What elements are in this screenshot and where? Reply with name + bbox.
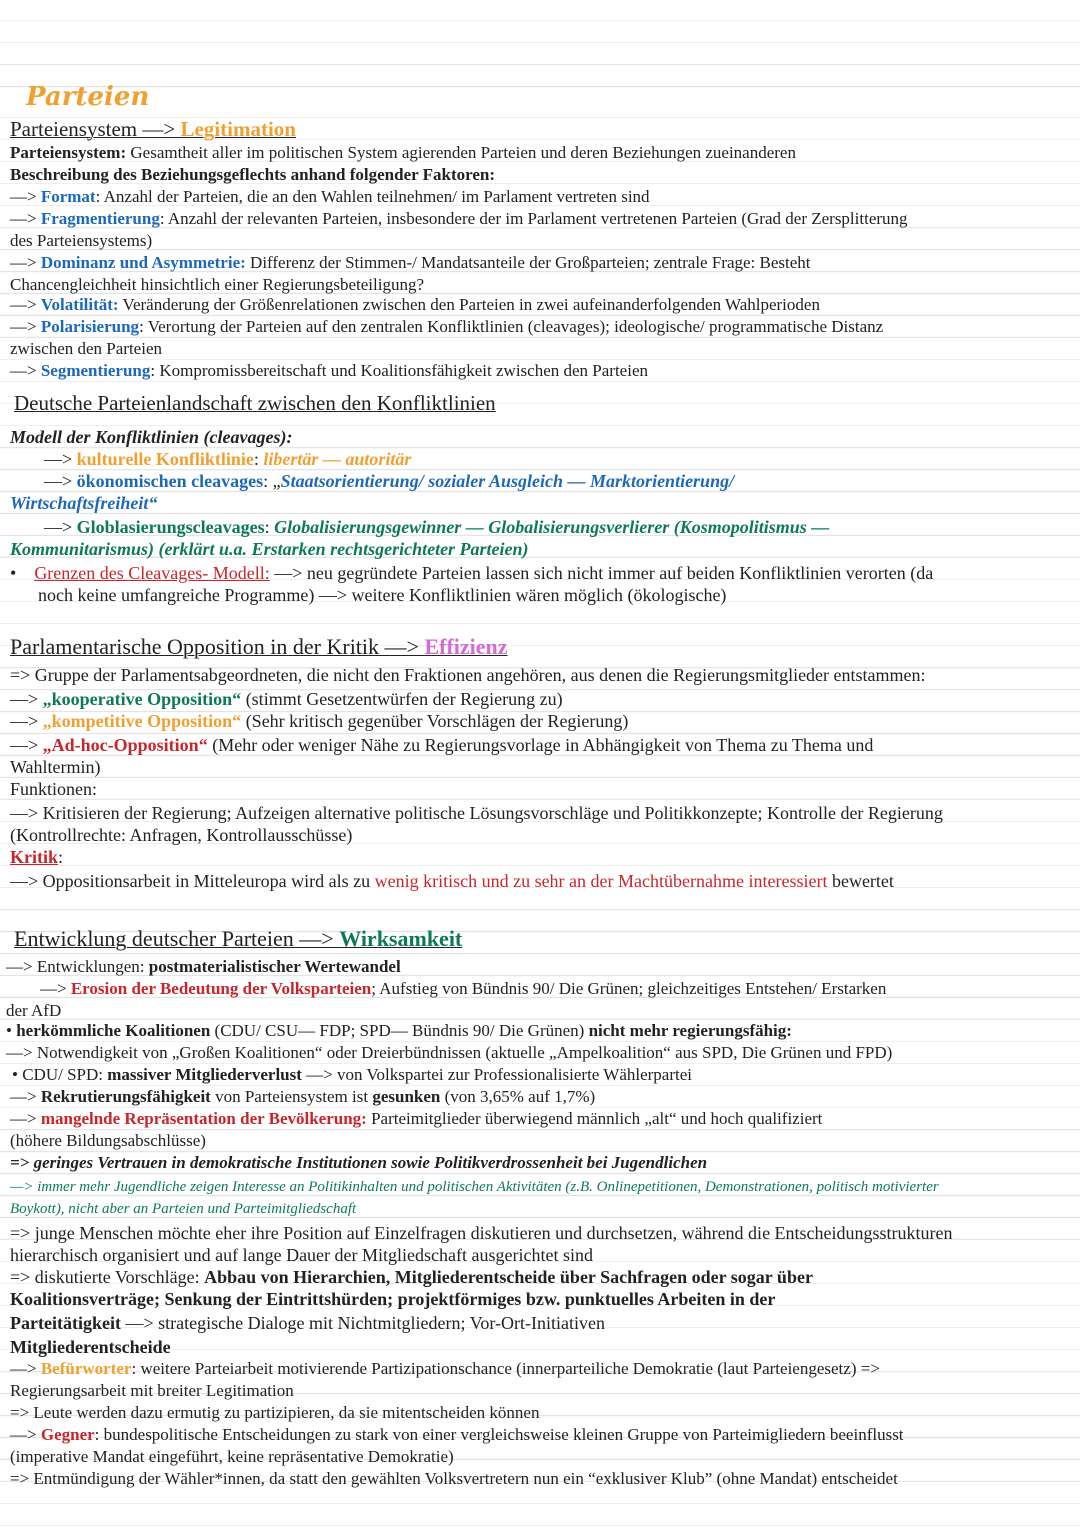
vorschlaege-line [10, 1266, 1060, 1288]
entwicklung-bold: postmaterialistischer Wertewandel [148, 957, 401, 976]
gegner-text: : bundespolitische Entscheidungen zu stark von einer vergleichsweise kleinen Gruppe von Parteimigliedern beeinflusst [94, 1425, 904, 1444]
factor-term: Format [40, 187, 96, 206]
opposition-type: „kompetitive Opposition“ [42, 711, 242, 731]
vorschlaege-bold: Abbau von Hierarchien, Mitgliederentscheide über Sachfragen oder sogar über [204, 1267, 813, 1287]
heading-text: Parlamentarische Opposition in der Kritik —> [10, 634, 425, 659]
mitglieder-bold: massiver Mitgliederverlust [107, 1065, 302, 1084]
opposition-text: (Sehr kritisch gegenüber Vorschlägen der Regierung) [241, 711, 629, 731]
opposition-definition: => Gruppe der Parlamentsabgeordneten, die nicht den Fraktionen angehören, aus denen die Regierungsmitglieder entstammen: [10, 665, 926, 685]
jugend-line: —> immer mehr Jugendliche zeigen Interesse an Politikinhalten und politischen Aktivitäten (z.B. Onlinepetitionen, Demonstrationen, politisch motivierter [10, 1179, 939, 1195]
definition-line [10, 142, 1060, 164]
notwendigkeit-line: —> Notwendigkeit von „Großen Koalitionen“ oder Dreierbündnissen (aktuelle „Ampelkoalition“ aus SPD, Die Grünen und FPD) [6, 1043, 893, 1062]
jugend-continuation: Boykott), nicht aber an Parteien und Parteimitgliedschaft [10, 1201, 357, 1217]
befuerworter-line [10, 1358, 1060, 1380]
rekrutierung-line [10, 1086, 1060, 1108]
factor-text: : Kompromissbereitschaft und Koalitionsfähigkeit zwischen den Parteien [150, 361, 648, 380]
koalitionen-bold: nicht mehr regierungsfähig: [588, 1021, 792, 1040]
factor-continuation: des Parteiensystems) [10, 231, 153, 250]
arrow: —> [10, 253, 41, 272]
cleavage-continuation: Kommunitarismus) (erklärt u.a. Erstarken rechtsgerichteter Parteien) [10, 539, 529, 559]
factor-term: Fragmentierung [40, 209, 160, 228]
funktionen-label: Funktionen: [10, 779, 98, 799]
bullet: • [10, 563, 17, 583]
definition-term: Parteiensystem: [10, 143, 127, 162]
junge-menschen-line: => junge Menschen möchte eher ihre Position auf Einzelfragen diskutieren und durchsetzen, während die Entscheidungsstrukturen [10, 1223, 953, 1243]
arrow: —> [10, 689, 43, 709]
heading-text: Parteiensystem —> [10, 117, 181, 141]
koalitionen-term: herkömmliche Koalitionen [16, 1021, 211, 1040]
arrow: —> [10, 711, 43, 731]
cleavage-term: ökonomischen cleavages [76, 471, 264, 491]
parteitaetigkeit-bold: Parteitätigkeit [10, 1313, 121, 1333]
heading-opposition [10, 636, 1060, 658]
factor-term: Polarisierung [40, 317, 140, 336]
arrow: —> [10, 1359, 41, 1378]
separator: : „ [263, 471, 281, 491]
arrow: —> [10, 317, 41, 336]
cleavage-globalisierung [44, 516, 1060, 538]
heading-parteienlandschaft: Deutsche Parteienlandschaft zwischen den Konfliktlinien [14, 391, 496, 415]
heading-keyword: Wirksamkeit [339, 926, 463, 951]
gegner-line [10, 1424, 1060, 1446]
arrow: —> [10, 1109, 41, 1128]
opposition-text: (Mehr oder weniger Nähe zu Regierungsvorlage in Abhängigkeit von Thema zu Thema und [207, 735, 874, 755]
erosion-text: ; Aufstieg von Bündnis 90/ Die Grünen; gleichzeitiges Entstehen/ Erstarken [371, 979, 887, 998]
cleavage-term: kulturelle Konfliktlinie [76, 449, 254, 469]
vorschlaege-continuation: Koalitionsverträge; Senkung der Eintrittshürden; projektförmiges bzw. punktuelles Arbeiten in der [10, 1289, 776, 1309]
repraesentation-continuation: (höhere Bildungsabschlüsse) [10, 1131, 206, 1150]
kritik-label [10, 846, 1060, 868]
grenzen-line [10, 562, 1060, 584]
arrow: —> [44, 517, 77, 537]
befuerworter-text: : weitere Parteiarbeit motivierende Partizipationschance (innerparteiliche Demokratie (laut Parteiengesetz) => [131, 1359, 880, 1378]
description-line: Beschreibung des Beziehungsgeflechts anhand folgender Faktoren: [10, 165, 496, 184]
factor-text: : Anzahl der relevanten Parteien, insbesondere der im Parlament vertretenen Parteien (Grad der Zersplitterung [159, 209, 908, 228]
factor-format [10, 186, 1060, 208]
factor-polarisierung [10, 316, 1060, 338]
mitglieder-text: —> von Volkspartei zur Professionalisierte Wählerpartei [301, 1065, 693, 1084]
heading-keyword: Effizienz [424, 634, 508, 659]
definition-text: Gesamtheit aller im politischen System agierenden Parteien und deren Beziehungen zueinanderen [126, 143, 796, 162]
repraesentation-line [10, 1108, 1060, 1130]
factor-term: Dominanz und Asymmetrie: [40, 253, 246, 272]
rekrutierung-text: von Parteiensystem ist [210, 1087, 373, 1106]
bullet: • [6, 1021, 17, 1040]
cleavage-term: Globlasierungscleavages [76, 517, 265, 537]
factor-text: Veränderung der Größenrelationen zwischen den Parteien in zwei aufeinanderfolgenden Wahlperioden [118, 295, 820, 314]
entwicklung-text: —> Entwicklungen: [6, 957, 149, 976]
arrow: —> [10, 187, 41, 206]
cleavage-poles: libertär — autoritär [263, 449, 412, 469]
factor-dominanz [10, 252, 1060, 274]
arrow: —> [10, 361, 41, 380]
arrow: —> [40, 979, 71, 998]
repraesentation-term: mangelnde Repräsentation der Bevölkerung: [40, 1109, 367, 1128]
factor-term: Segmentierung [40, 361, 151, 380]
koalitionen-text: (CDU/ CSU— FDP; SPD— Bündnis 90/ Die Grünen) [210, 1021, 589, 1040]
opposition-kompetitiv [10, 710, 1060, 732]
heading-keyword: Legitimation [180, 117, 296, 141]
grenzen-text: —> neu gegründete Parteien lassen sich nicht immer auf beiden Konfliktlinien verorten (da [269, 563, 934, 583]
cleavage-oekonomisch [44, 470, 1060, 492]
factor-continuation: Chancengleichheit hinsichtlich einer Regierungsbeteiligung? [10, 275, 425, 294]
funktionen-line: —> Kritisieren der Regierung; Aufzeigen alternative politische Lösungsvorschläge und Politikkonzepte; Kontrolle der Regierung [10, 803, 943, 823]
parteitaetigkeit-line [10, 1312, 1060, 1334]
arrow: —> [10, 1425, 41, 1444]
opposition-text: (stimmt Gesetzentwürfen der Regierung zu) [241, 689, 563, 709]
partizipation-line: => Leute werden dazu ermutig zu partizipieren, da sie mitentscheiden können [10, 1403, 540, 1422]
opposition-type: „Ad-hoc-Opposition“ [42, 735, 208, 755]
opposition-kooperativ [10, 688, 1060, 710]
rekrutierung-numbers: (von 3,65% auf 1,7%) [440, 1087, 596, 1106]
erosion-line [40, 978, 1060, 1000]
entmuendigung-line: => Entmündigung der Wähler*innen, da statt den gewählten Volksvertretern nun ein “exklusiver Klub” (ohne Mandat) entscheidet [10, 1469, 898, 1488]
bullet-text: • CDU/ SPD: [12, 1065, 108, 1084]
mitgliederentscheide-heading: Mitgliederentscheide [10, 1337, 171, 1357]
funktionen-continuation: (Kontrollrechte: Anfragen, Kontrollausschüsse) [10, 825, 353, 845]
erosion-continuation: der AfD [6, 1001, 62, 1020]
factor-fragmentierung [10, 208, 1060, 230]
vorschlaege-text: => diskutierte Vorschläge: [10, 1267, 205, 1287]
opposition-continuation: Wahltermin) [10, 757, 101, 777]
cleavage-kulturell [44, 448, 1060, 470]
arrow: —> [10, 1087, 41, 1106]
heading-entwicklung [14, 928, 1060, 950]
befuerworter-term: Befürworter [40, 1359, 132, 1378]
repraesentation-text: Parteimitglieder überwiegend männlich „alt“ und hoch qualifiziert [366, 1109, 823, 1128]
page-title: Parteien [26, 82, 150, 112]
heading-parteiensystem [10, 118, 1060, 140]
koalitionen-line [6, 1020, 1060, 1042]
gegner-term: Gegner [40, 1425, 95, 1444]
kritik-highlight: wenig kritisch und zu sehr an der Machtübernahme interessiert [374, 871, 828, 891]
model-heading: Modell der Konfliktlinien (cleavages): [10, 427, 293, 447]
vertrauen-line: => geringes Vertrauen in demokratische Institutionen sowie Politikverdrossenheit bei Jugendlichen [10, 1153, 708, 1172]
befuerworter-continuation: Regierungsarbeit mit breiter Legitimation [10, 1381, 294, 1400]
factor-segmentierung [10, 360, 1060, 382]
arrow: —> [10, 209, 41, 228]
rekrutierung-term: Rekrutierungsfähigkeit [40, 1087, 211, 1106]
kritik-text: —> Oppositionsarbeit in Mitteleuropa wird als zu [10, 871, 375, 891]
factor-text: : Verortung der Parteien auf den zentralen Konfliktlinien (cleavages); ideologische/ programmatische Distanz [139, 317, 884, 336]
arrow: —> [44, 449, 77, 469]
entwicklung-line [6, 956, 1060, 978]
separator: : [264, 517, 275, 537]
separator: : [253, 449, 264, 469]
parteitaetigkeit-text: —> strategische Dialoge mit Nichtmitgliedern; Vor-Ort-Initiativen [120, 1313, 605, 1333]
cleavage-continuation: Wirtschaftsfreiheit“ [10, 493, 158, 513]
kritik-text-end: bewertet [827, 871, 894, 891]
arrow: —> [44, 471, 77, 491]
erosion-term: Erosion der Bedeutung der Volksparteien [70, 979, 372, 998]
grenzen-continuation: noch keine umfangreiche Programme) —> weitere Konfliktlinien wären möglich (ökologische) [38, 585, 727, 605]
cleavage-poles: Globalisierungsgewinner — Globalisierungsverlierer (Kosmopolitismus — [274, 517, 830, 537]
kritik-line [10, 870, 1060, 892]
opposition-type: „kooperative Opposition“ [42, 689, 242, 709]
junge-menschen-continuation: hierarchisch organisiert und auf lange Dauer der Mitgliedschaft ausgerichtet sind [10, 1245, 593, 1265]
kritik-term: Kritik [10, 847, 58, 867]
rekrutierung-bold: gesunken [372, 1087, 441, 1106]
arrow: —> [10, 295, 41, 314]
heading-text: Entwicklung deutscher Parteien —> [14, 926, 340, 951]
factor-volatilitaet [10, 294, 1060, 316]
cleavage-poles: Staatsorientierung/ sozialer Ausgleich — Marktorientierung/ [280, 471, 735, 491]
factor-text: Differenz der Stimmen-/ Mandatsanteile der Großparteien; zentrale Frage: Besteht [245, 253, 811, 272]
factor-continuation: zwischen den Parteien [10, 339, 162, 358]
separator: : [58, 847, 64, 867]
grenzen-term: Grenzen des Cleavages- Modell: [34, 563, 270, 583]
factor-text: : Anzahl der Parteien, die an den Wahlen teilnehmen/ im Parlament vertreten sind [95, 187, 650, 206]
gegner-continuation: (imperative Mandat eingeführt, keine repräsentative Demokratie) [10, 1447, 454, 1466]
factor-term: Volatilität: [40, 295, 119, 314]
opposition-adhoc [10, 734, 1060, 756]
mitglieder-line [12, 1064, 1060, 1086]
arrow: —> [10, 735, 43, 755]
